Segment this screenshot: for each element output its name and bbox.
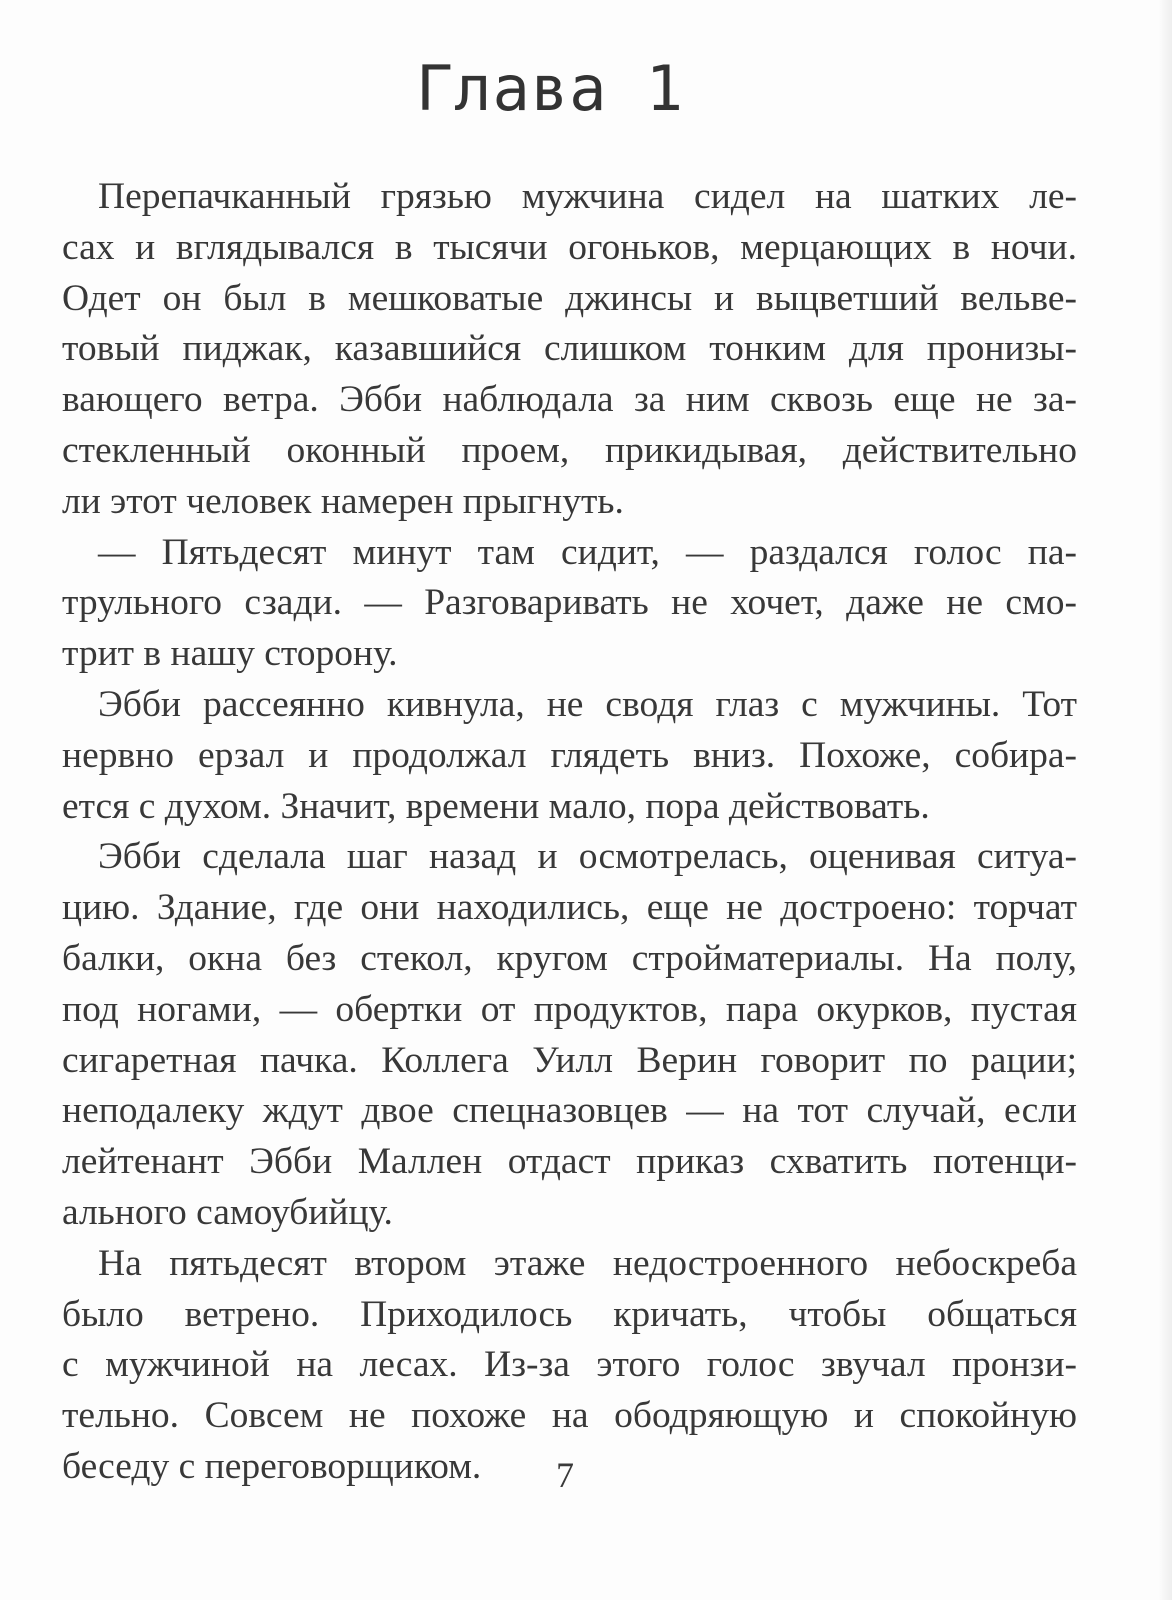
text-line: неподалеку ждут двое спецназовцев — на тот случай, если [62,1090,1077,1132]
page-edge-shadow [1158,0,1172,1600]
text-line: Одет он был в мешковатые джинсы и выцветший вельве- [62,277,1077,319]
text-line: вающего ветра. Эбби наблюдала за ним сквозь еще не за- [62,379,1077,421]
text-line: сигаретная пачка. Коллега Уилл Верин говорит по рации; [62,1039,1077,1081]
chapter-body [62,172,1077,1493]
text-line: беседу с переговорщиком. [62,1445,482,1487]
text-line: сах и вглядывался в тысячи огоньков, мерцающих в ночи. [62,226,1077,268]
text-line: нервно ерзал и продолжал глядеть вниз. Похоже, собира- [62,734,1077,776]
text-line: Эбби рассеянно кивнула, не сводя глаз с мужчины. Тот [98,683,1077,725]
text-line: лейтенант Эбби Маллен отдаст приказ схватить потенци- [62,1141,1077,1183]
text-line: товый пиджак, казавшийся слишком тонким для пронизы- [62,328,1077,370]
text-line: с мужчиной на лесах. Из-за этого голос звучал пронзи- [62,1344,1077,1386]
chapter-title: Глава 1 [415,52,685,125]
text-line: Эбби сделала шаг назад и осмотрелась, оценивая ситуа- [98,836,1077,878]
text-line: стекленный оконный проем, прикидывая, действительно [62,429,1077,471]
page-number: 7 [556,1455,574,1495]
text-line: Перепачканный грязью мужчина сидел на шатких ле- [98,176,1077,217]
text-line: ли этот человек намерен прыгнуть. [62,480,624,522]
text-line: На пятьдесят втором этаже недостроенного небоскреба [98,1242,1077,1284]
text-line: ется с духом. Значит, времени мало, пора действовать. [62,785,930,827]
text-line: под ногами, — обертки от продуктов, пара окурков, пустая [62,988,1077,1030]
text-line: ального самоубийцу. [62,1191,393,1233]
text-line: трит в нашу сторону. [62,633,398,675]
text-line: трульного сзади. — Разговаривать не хочет, даже не смо- [62,582,1077,624]
text-line: было ветрено. Приходилось кричать, чтобы общаться [62,1293,1077,1335]
text-line: цию. Здание, где они находились, еще не достроено: торчат [62,887,1077,929]
text-line: — Пятьдесят минут там сидит, — раздался голос па- [98,531,1077,573]
text-line: балки, окна без стекол, кругом стройматериалы. На полу, [62,937,1077,979]
text-line: тельно. Совсем не похоже на ободряющую и спокойную [62,1395,1077,1437]
